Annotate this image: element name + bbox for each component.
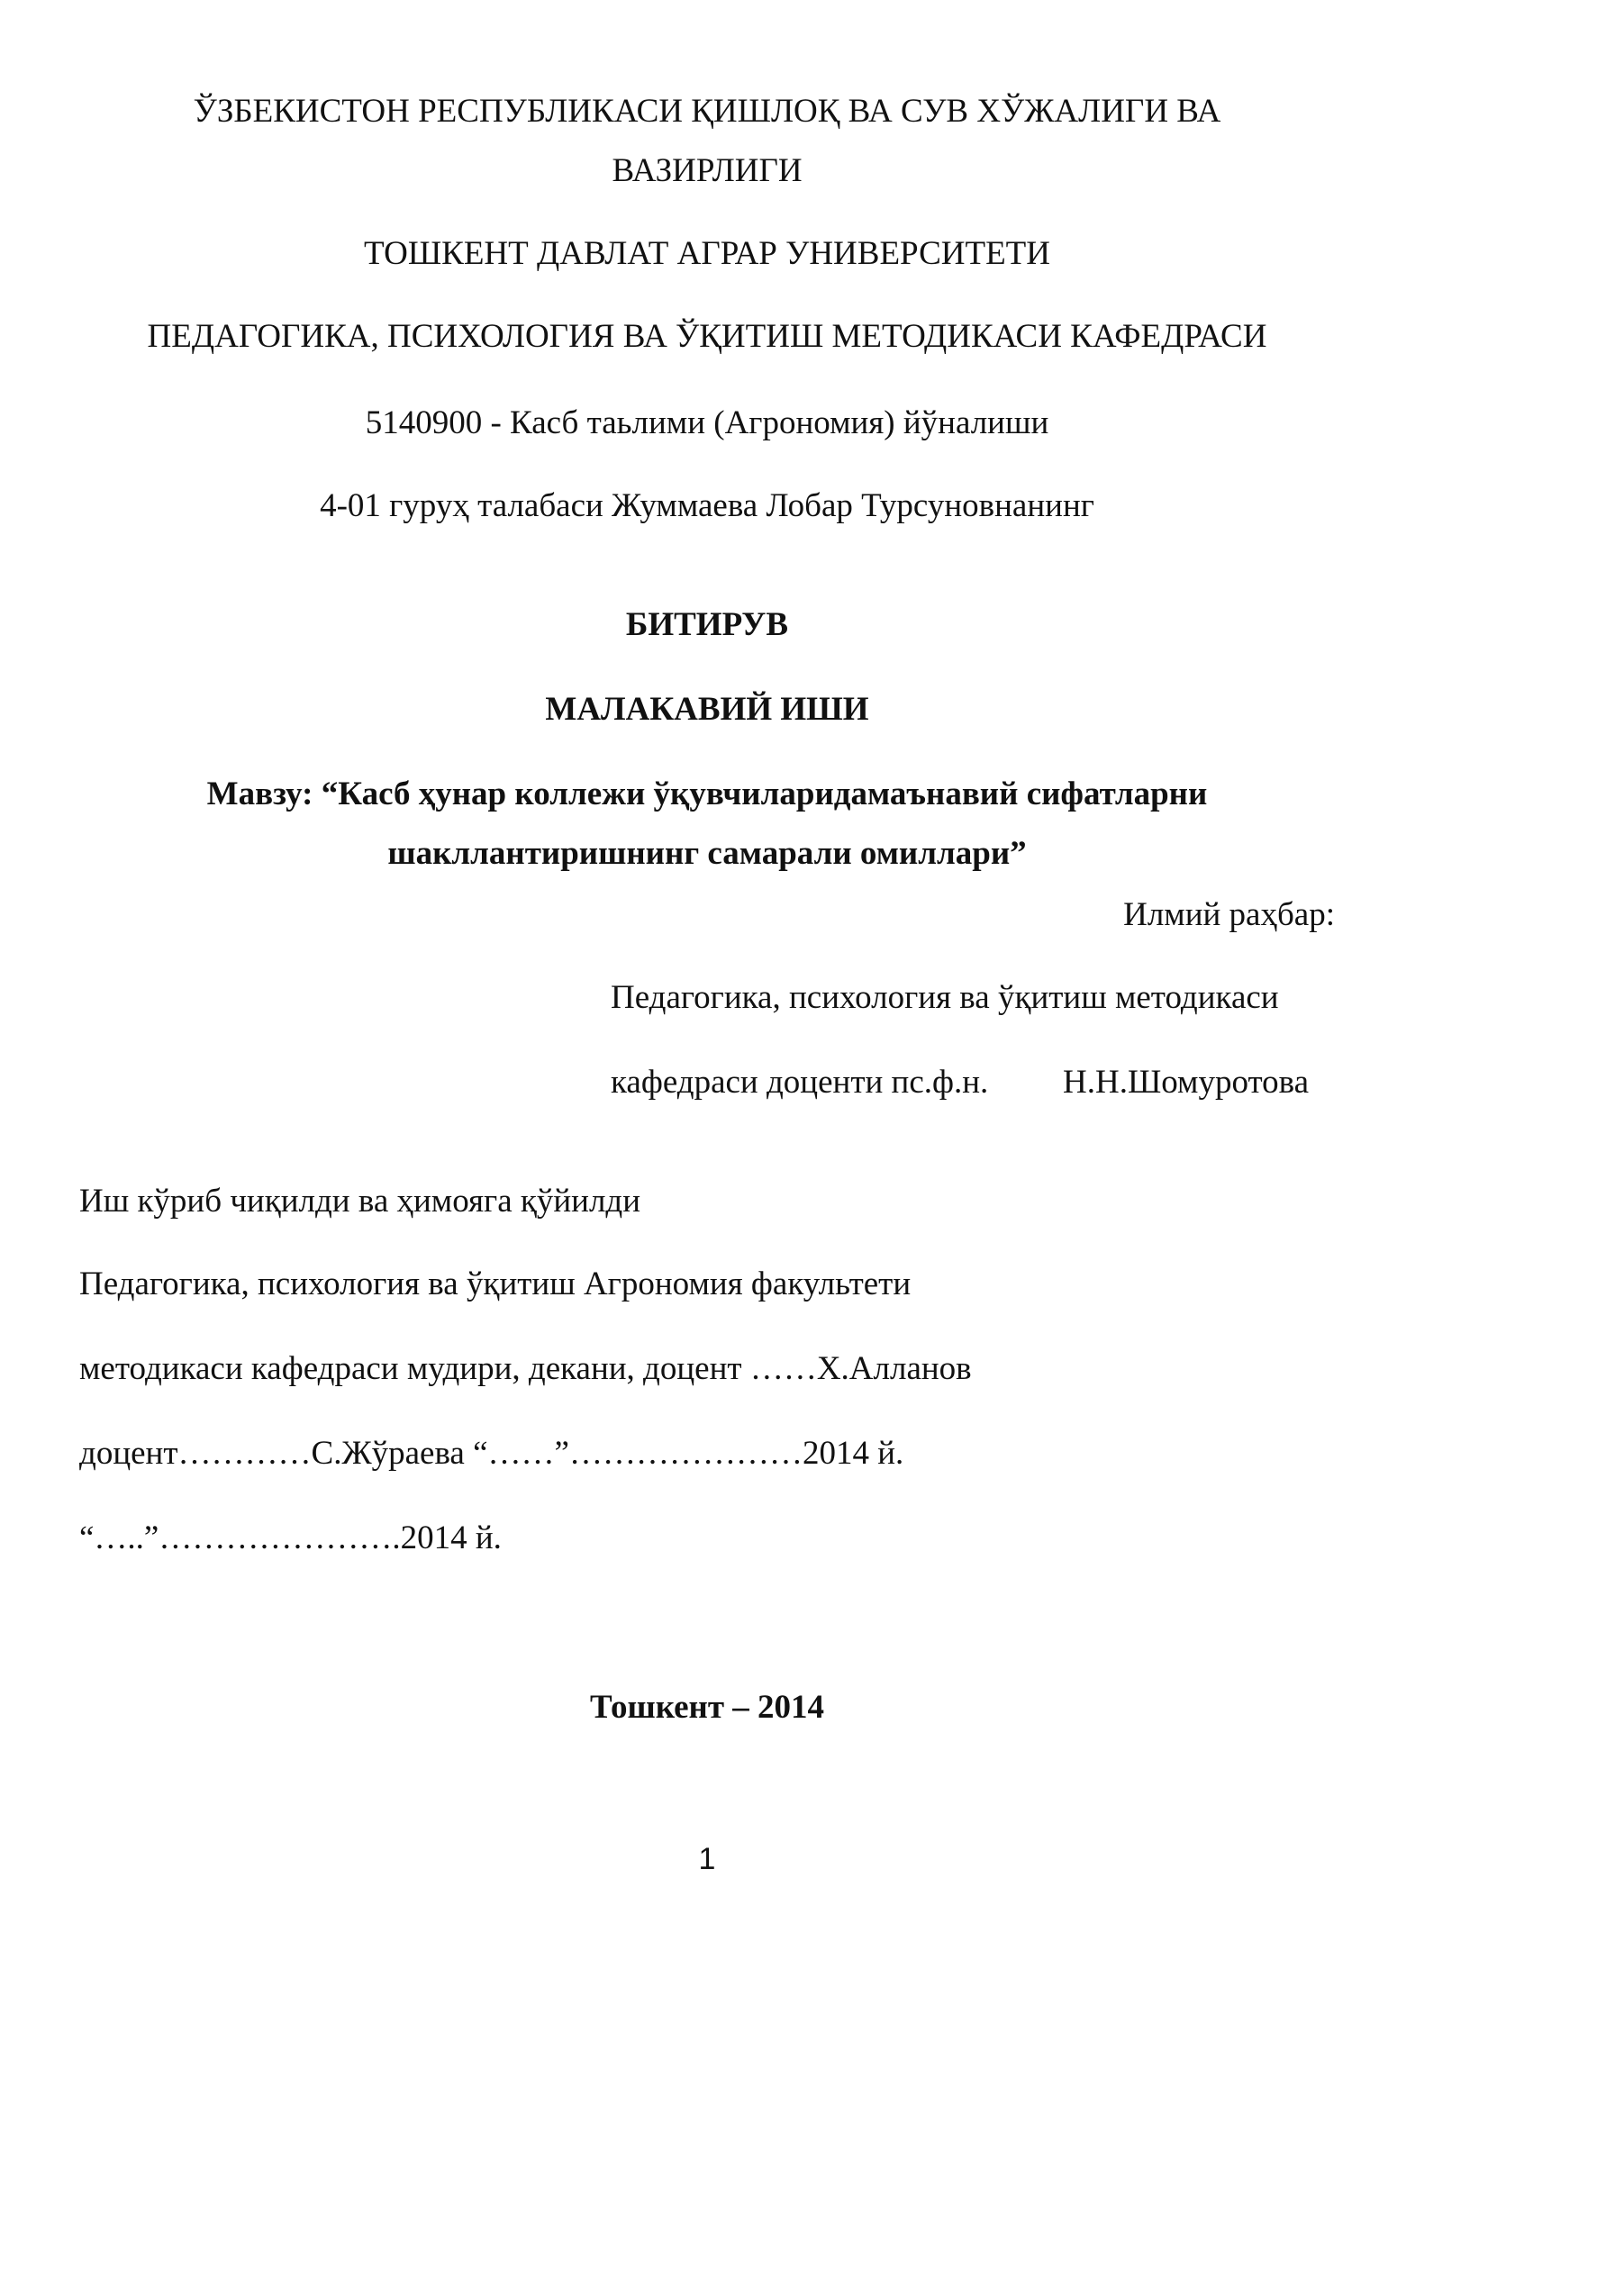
university-name: ТОШКЕНТ ДАВЛАТ АГРАР УНИВЕРСИТЕТИ	[363, 235, 1051, 272]
approval-line3: методикаси кафедраси мудири, декани, доцент ……Х.Алланов	[79, 1350, 972, 1387]
approval-line1: Иш кўриб чиқилди ва ҳимояга қўйилди	[79, 1183, 641, 1220]
student-line: 4-01 гуруҳ талабаси Жуммаева Лобар Турсуновнанинг	[320, 487, 1094, 524]
department-name: ПЕДАГОГИКА, ПСИХОЛОГИЯ ВА ЎҚИТИШ МЕТОДИКАСИ КАФЕДРАСИ	[147, 318, 1267, 355]
approval-line5: “…..”………………….2014 й.	[79, 1519, 502, 1556]
specialty-line: 5140900 - Касб таьлими (Агрономия) йўналиши	[365, 404, 1049, 441]
supervisor-position-line1: Педагогика, психология ва ўқитиш методикаси	[611, 979, 1279, 1016]
supervisor-position-line2: кафедраси доценти пс.ф.н.	[611, 1064, 989, 1101]
topic-line2: шакллантиришнинг самарали омиллари”	[387, 835, 1027, 872]
ministry-title-line2: ВАЗИРЛИГИ	[612, 152, 803, 189]
city-year: Тошкент – 2014	[589, 1689, 825, 1726]
page-number: 1	[698, 1842, 716, 1876]
supervisor-label: Илмий раҳбар:	[1123, 896, 1335, 933]
approval-line4: доцент…………С.Жўраева “……”…………………2014 й.	[79, 1435, 904, 1472]
work-type-line1: БИТИРУВ	[625, 606, 789, 643]
supervisor-name: Н.Н.Шомуротова	[1063, 1064, 1310, 1101]
ministry-title-line1: ЎЗБЕКИСТОН РЕСПУБЛИКАСИ ҚИШЛОҚ ВА СУВ ХЎЖАЛИГИ ВА	[193, 93, 1221, 130]
approval-line2: Педагогика, психология ва ўқитиш Агрономия факультети	[79, 1265, 912, 1302]
topic-line1: Мавзу: “Касб ҳунар коллежи ўқувчиларидамаънавий сифатларни	[206, 776, 1208, 812]
work-type-line2: МАЛАКАВИЙ ИШИ	[545, 691, 869, 728]
